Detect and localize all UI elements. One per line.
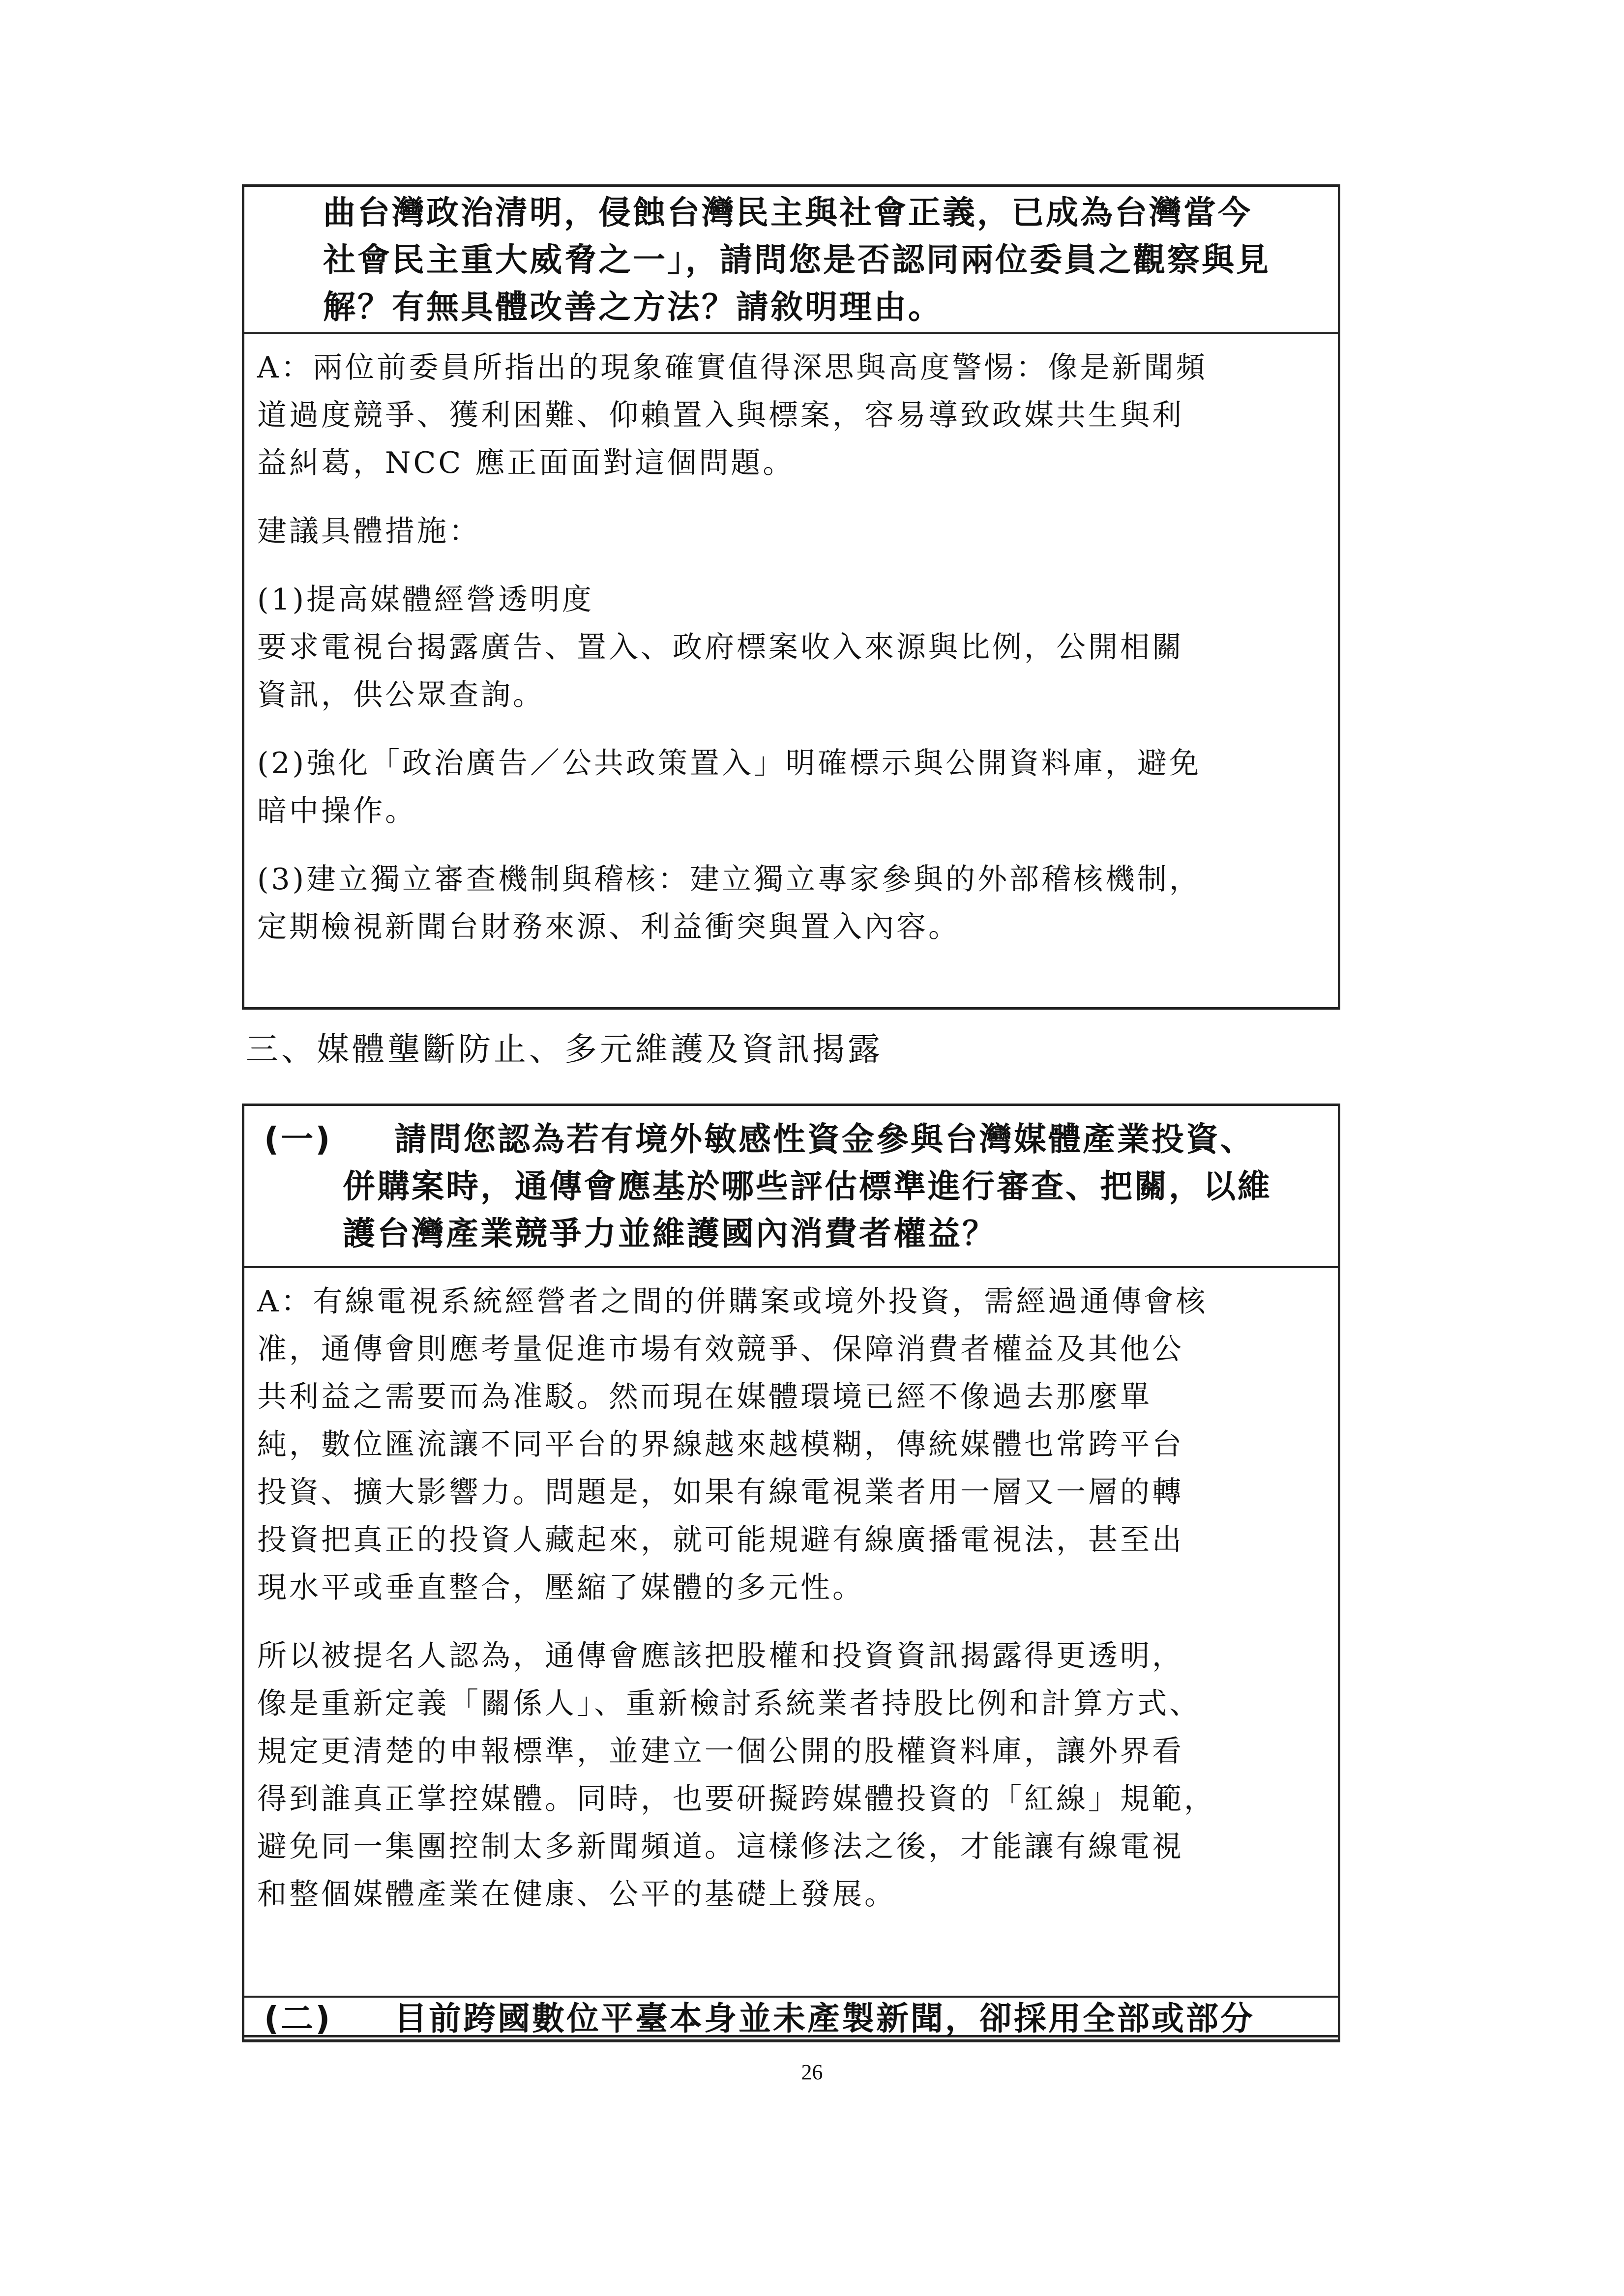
text-line: (3)建立獨立審查機制與稽核：建立獨立專家參與的外部稽核機制， bbox=[257, 862, 1201, 897]
question-text: 請問您認為若有境外敏感性資金參與台灣媒體產業投資、 bbox=[394, 1120, 1255, 1158]
text-line: A：兩位前委員所指出的現象確實值得深思與高度警惕：像是新聞頻 bbox=[257, 350, 1208, 385]
answer-paragraph bbox=[257, 856, 1325, 951]
text-line: (1)提高媒體經營透明度 bbox=[257, 582, 594, 617]
qa-box-1 bbox=[242, 1104, 1340, 2037]
text-line: 定期檢視新聞台財務來源、利益衝突與置入內容。 bbox=[257, 910, 960, 944]
text-line: 要求電視台揭露廣告、置入、政府標案收入來源與比例，公開相關 bbox=[257, 630, 1184, 665]
text-line: 純，數位匯流讓不同平台的界線越來越模糊，傳統媒體也常跨平台 bbox=[257, 1427, 1184, 1462]
question-heading bbox=[244, 1106, 1338, 1268]
text-line: 暗中操作。 bbox=[257, 794, 417, 828]
answer-body bbox=[244, 334, 1338, 951]
text-line: 得到誰真正掌控媒體。同時，也要研擬跨媒體投資的「紅線」規範， bbox=[257, 1782, 1216, 1816]
text-line: A：有線電視系統經營者之間的併購案或境外投資，需經過通傳會核 bbox=[257, 1284, 1208, 1319]
question-number: (二) bbox=[264, 2000, 332, 2037]
text-line: 准，通傳會則應考量促進市場有效競爭、保障消費者權益及其他公 bbox=[257, 1332, 1184, 1366]
answer-paragraph bbox=[257, 1278, 1325, 1612]
qa-box-2-heading bbox=[242, 1996, 1340, 2042]
answer-paragraph bbox=[257, 1632, 1325, 1918]
text-line: (2)強化「政治廣告／公共政策置入」明確標示與公開資料庫，避免 bbox=[257, 746, 1201, 781]
question-text: 目前跨國數位平臺本身並未產製新聞，卻採用全部或部分 bbox=[394, 2000, 1255, 2037]
text-line: 投資、擴大影響力。問題是，如果有線電視業者用一層又一層的轉 bbox=[257, 1475, 1184, 1510]
qa-box-continued bbox=[242, 184, 1340, 1010]
question-number: (一) bbox=[264, 1120, 332, 1158]
text-line: 所以被提名人認為，通傳會應該把股權和投資資訊揭露得更透明， bbox=[257, 1639, 1184, 1673]
text-line: 避免同一集團控制太多新聞頻道。這樣修法之後，才能讓有線電視 bbox=[257, 1830, 1184, 1864]
text-line: 規定更清楚的申報標準，並建立一個公開的股權資料庫，讓外界看 bbox=[257, 1734, 1184, 1769]
text-line: 和整個媒體產業在健康、公平的基礎上發展。 bbox=[257, 1877, 896, 1912]
question-line: 解？有無具體改善之方法？請敘明理由。 bbox=[323, 288, 943, 326]
text-line: 現水平或垂直整合，壓縮了媒體的多元性。 bbox=[257, 1570, 864, 1605]
text-line: 道過度競爭、獲利困難、仰賴置入與標案，容易導致政媒共生與利 bbox=[257, 398, 1184, 433]
answer-paragraph bbox=[257, 576, 1325, 719]
page-number: 26 bbox=[801, 2060, 823, 2084]
question-line bbox=[264, 1116, 1318, 1163]
text-line: 建議具體措施： bbox=[257, 514, 481, 549]
question-line: 併購案時，通傳會應基於哪些評估標準進行審查、把關，以維 bbox=[343, 1167, 1272, 1205]
answer-paragraph bbox=[257, 740, 1325, 835]
question-line: 護台灣產業競爭力並維護國內消費者權益？ bbox=[343, 1215, 997, 1252]
question-line: 曲台灣政治清明，侵蝕台灣民主與社會正義，已成為台灣當今 bbox=[323, 194, 1252, 232]
text-line: 共利益之需要而為准駁。然而現在媒體環境已經不像過去那麼單 bbox=[257, 1380, 1152, 1414]
text-line: 益糾葛，NCC 應正面面對這個問題。 bbox=[257, 446, 795, 480]
answer-paragraph bbox=[257, 344, 1325, 487]
question-continued bbox=[244, 187, 1338, 334]
text-line: 投資把真正的投資人藏起來，就可能規避有線廣播電視法，甚至出 bbox=[257, 1523, 1184, 1557]
text-line: 像是重新定義「關係人」、重新檢討系統業者持股比例和計算方式、 bbox=[257, 1686, 1201, 1721]
text-line: 資訊，供公眾查詢。 bbox=[257, 678, 545, 712]
question-line: 社會民主重大威脅之一」，請問您是否認同兩位委員之觀察與見 bbox=[323, 241, 1270, 279]
answer-body bbox=[244, 1268, 1338, 1918]
answer-paragraph bbox=[257, 508, 1325, 555]
section-title: 三、媒體壟斷防止、多元維護及資訊揭露 bbox=[246, 1030, 883, 1068]
